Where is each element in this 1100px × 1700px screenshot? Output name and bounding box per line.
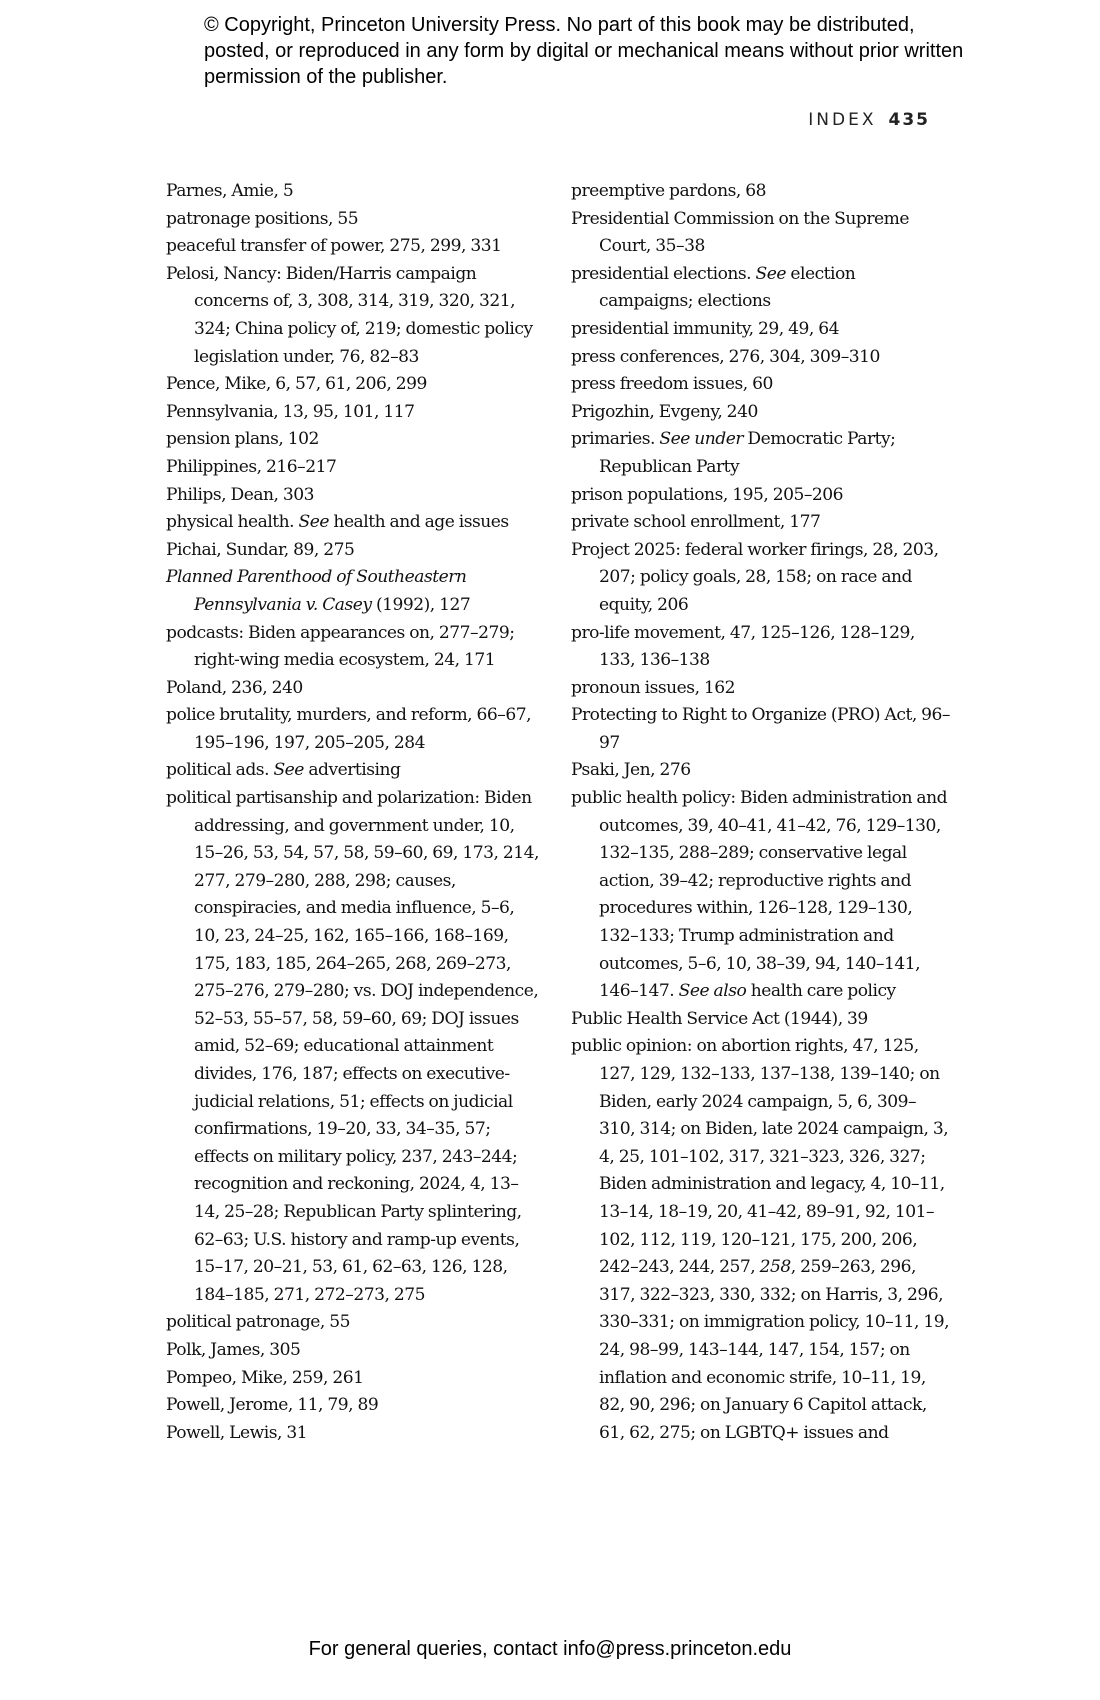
- index-entry: [571, 675, 951, 703]
- index-entry-text: press conferences, 276, 304, 309–310: [571, 346, 880, 367]
- index-entry-text: Pelosi, Nancy: Biden/Harris campaign concerns of, 3, 308, 314, 319, 320, 321, 324; China policy of, 219; domestic policy legislation under, 76, 82–83: [166, 263, 533, 367]
- index-entry-text: Pichai, Sundar, 89, 275: [166, 539, 355, 560]
- index-entry: [166, 482, 541, 510]
- index-entry-text: presidential immunity, 29, 49, 64: [571, 318, 839, 339]
- index-entry-text: health care policy: [746, 981, 896, 1002]
- index-entry-text: Pence, Mike, 6, 57, 61, 206, 299: [166, 374, 427, 395]
- index-entry-text: political patronage, 55: [166, 1312, 351, 1333]
- index-entry: [571, 399, 951, 427]
- index-entry-text: health and age issues: [329, 512, 509, 533]
- index-entry-text: , 259–263, 296, 317, 322–323, 330, 332; on Harris, 3, 296, 330–331; on immigration policy, 10–11, 19, 24, 98–99, 143–144, 147, 154, 157; on inflation and economic strife, 10–11, 19, 82, 90, 296; on January 6 Capitol attack, 61, 62, 275; on LGBTQ+ issues and: [599, 1257, 950, 1443]
- index-entry: [571, 344, 951, 372]
- index-entry: [166, 233, 541, 261]
- index-entry: [166, 1309, 541, 1337]
- index-entry-text: physical health.: [166, 512, 299, 533]
- index-entry-text: Poland, 236, 240: [166, 677, 303, 698]
- index-entry: [166, 1392, 541, 1420]
- index-entry: [166, 1365, 541, 1393]
- index-entry: [166, 261, 541, 371]
- index-entry: [571, 785, 951, 1006]
- index-entry-text: pronoun issues, 162: [571, 677, 736, 698]
- footer-contact: For general queries, contact info@press.princeton.edu: [308, 1638, 792, 1660]
- index-entry-text: political ads.: [166, 760, 274, 781]
- index-entry-text: Protecting to Right to Organize (PRO) Act, 96–97: [571, 705, 950, 753]
- index-entry-text: prison populations, 195, 205–206: [571, 484, 844, 505]
- index-entry: [166, 426, 541, 454]
- index-entry: [571, 757, 951, 785]
- index-entry-text: Philips, Dean, 303: [166, 484, 315, 505]
- index-entry-text: public health policy: Biden administration and outcomes, 39, 40–41, 41–42, 76, 129–130, 132–135, 288–289; conservative legal action, 39–42; reproductive rights and procedures within, 126–128, 129–130, 132–133; Trump administration and outcomes, 5–6, 10, 38–39, 94, 140–141, 146–147.: [571, 788, 948, 1002]
- index-entry: [166, 564, 541, 619]
- index-entry: [166, 509, 541, 537]
- index-entry-text: Powell, Lewis, 31: [166, 1422, 308, 1443]
- index-entry: [166, 178, 541, 206]
- index-entry: [571, 509, 951, 537]
- index-entry-text: primaries.: [571, 429, 660, 450]
- index-entry-text: patronage positions, 55: [166, 208, 359, 229]
- index-entry-italic: Planned Parenthood of Southeastern Pennsylvania v. Casey: [166, 567, 467, 615]
- index-entry-text: advertising: [303, 760, 401, 781]
- index-entry: [166, 785, 541, 1309]
- index-entry-text: Pennsylvania, 13, 95, 101, 117: [166, 401, 415, 422]
- copyright-notice: © Copyright, Princeton University Press. No part of this book may be distributed, posted, or reproduced in any form by digital or mechanical means without prior written permission of the publisher.: [204, 14, 964, 88]
- index-entry-text: police brutality, murders, and reform, 66–67, 195–196, 197, 205–205, 284: [166, 705, 532, 753]
- index-entry: [166, 1337, 541, 1365]
- index-entry: [166, 1420, 541, 1448]
- index-entry-text: Parnes, Amie, 5: [166, 181, 294, 201]
- index-entry-italic: See under: [659, 429, 743, 450]
- index-entry: [166, 206, 541, 234]
- index-entry: [571, 702, 951, 757]
- index-entry-text: Project 2025: federal worker firings, 28, 203, 207; policy goals, 28, 158; on race and equity, 206: [571, 539, 939, 615]
- index-entry-italic: 258: [759, 1257, 791, 1278]
- index-entry-italic: See: [298, 512, 329, 533]
- index-entry-text: Polk, James, 305: [166, 1339, 301, 1360]
- index-entry: [571, 316, 951, 344]
- index-entry: [571, 482, 951, 510]
- index-entry-text: Powell, Jerome, 11, 79, 89: [166, 1395, 379, 1416]
- index-entry-text: press freedom issues, 60: [571, 374, 773, 395]
- index-entry: [166, 702, 541, 757]
- index-entry-italic: See: [755, 263, 786, 284]
- index-entry-text: (1992), 127: [371, 594, 471, 615]
- index-entry: [571, 206, 951, 261]
- index-entry: [571, 371, 951, 399]
- section-title: INDEX: [808, 110, 877, 130]
- index-entry: [571, 620, 951, 675]
- page-number: 435: [888, 110, 930, 130]
- index-entry-italic: See also: [678, 981, 747, 1002]
- index-entry: [571, 1033, 951, 1447]
- index-entry-text: preemptive pardons, 68: [571, 181, 766, 201]
- index-entry: [166, 675, 541, 703]
- index-entry: [166, 454, 541, 482]
- index-entry-text: Pompeo, Mike, 259, 261: [166, 1367, 364, 1388]
- index-entry-text: pro-life movement, 47, 125–126, 128–129, 133, 136–138: [571, 622, 915, 671]
- index-entry: [571, 178, 951, 206]
- index-entry: [166, 537, 541, 565]
- running-head: [808, 110, 930, 130]
- index-entry-text: Presidential Commission on the Supreme Court, 35–38: [571, 208, 909, 257]
- index-entry: [571, 537, 951, 620]
- index-entry-text: Democratic Party; Republican Party: [599, 429, 896, 477]
- index-entry: [571, 1006, 951, 1034]
- index-entry-text: private school enrollment, 177: [571, 512, 821, 533]
- index-entry-italic: See: [273, 760, 304, 781]
- index-entry-text: Philippines, 216–217: [166, 456, 337, 477]
- index-entry: [166, 399, 541, 427]
- index-column-left: [166, 178, 541, 1447]
- index-entry: [571, 426, 951, 481]
- index-entry-text: peaceful transfer of power, 275, 299, 331: [166, 236, 502, 257]
- index-entry: [166, 757, 541, 785]
- index-entry-text: public opinion: on abortion rights, 47, 125, 127, 129, 132–133, 137–138, 139–140; on Biden, early 2024 campaign, 5, 6, 309–310, 314; on Biden, late 2024 campaign, 3, 4, 25, 101–102, 317, 321–323, 326, 327; Biden administration and legacy, 4, 10–11, 13–14, 18–19, 20, 41–42, 89–91, 92, 101–102, 112, 119, 120–121, 175, 200, 206, 242–243, 244, 257,: [571, 1036, 949, 1278]
- index-entry-text: Prigozhin, Evgeny, 240: [571, 401, 758, 422]
- index-entry: [166, 371, 541, 399]
- index-entry: [166, 620, 541, 675]
- index-entry-text: election campaigns; elections: [599, 263, 856, 312]
- index-column-right: [571, 178, 951, 1447]
- index-entry-text: presidential elections.: [571, 263, 756, 284]
- index-entry-text: political partisanship and polarization: Biden addressing, and government under, 10, 15–26, 53, 54, 57, 58, 59–60, 69, 173, 214, 277, 279–280, 288, 298; causes, conspiracies, and media influence, 5–6, 10, 23, 24–25, 162, 165–166, 168–169, 175, 183, 185, 264–265, 268, 269–273, 275–276, 279–280; vs. DOJ independence, 52–53, 55–57, 58, 59–60, 69; DOJ issues amid, 52–69; educational attainment divides, 176, 187; effects on executive-judicial relations, 51; effects on judicial confirmations, 19–20, 33, 34–35, 57; effects on military policy, 237, 243–244; recognition and reckoning, 2024, 4, 13–14, 25–28; Republican Party splintering, 62–63; U.S. history and ramp-up events, 15–17, 20–21, 53, 61, 62–63, 126, 128, 184–185, 271, 272–273, 275: [166, 788, 539, 1305]
- index-entry-text: pension plans, 102: [166, 429, 319, 450]
- index-entry-text: Psaki, Jen, 276: [571, 760, 691, 781]
- index-entry-text: Public Health Service Act (1944), 39: [571, 1008, 868, 1029]
- index-entry-text: podcasts: Biden appearances on, 277–279; right-wing media ecosystem, 24, 171: [166, 622, 515, 671]
- index-entry: [571, 261, 951, 316]
